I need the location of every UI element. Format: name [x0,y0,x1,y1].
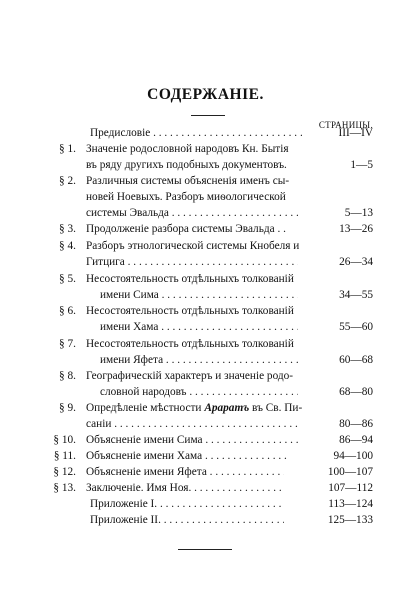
toc-entry-pages: III—IV [338,127,373,139]
toc-entry-pages: 5—13 [344,207,373,219]
toc-entry-label: въ ряду другихъ подобныхъ документовъ. [86,159,287,171]
toc-entry-label: Объясненіе имени Сима . . . [86,432,298,448]
section-number: § 5. [59,273,76,285]
toc-entry-label: Объясненіе имени Хама . . . [86,448,290,464]
section-number: § 7. [59,338,76,350]
toc-entry-label: имени Сима . . . [100,287,298,303]
section-number: § 1. [59,143,76,155]
toc-entry-label: новей Ноевыхъ. Разборъ миѳологической [86,191,286,203]
toc-entry-label: Предисловіе . . . [90,125,302,141]
toc-entry-pages: 1—5 [350,159,373,171]
section-number: § 9. [59,402,76,414]
toc-entry-label: Несостоятельность отдѣльныхъ толкованій [86,338,294,350]
toc-entry-label: Географическій характеръ и значеніе родо- [86,370,294,382]
section-number: § 11. [53,450,76,462]
section-number: § 8. [59,370,76,382]
toc-entry-label: Гитцига . . . [86,254,298,270]
toc-entry-label: имени Хама . . . [100,319,298,335]
toc-entry-pages: 125—133 [327,514,373,526]
toc-entry-label: Несостоятельность отдѣльныхъ толкованій [86,273,294,285]
toc-entry-label: Разборъ этнологической системы Кнобеля и [86,240,300,252]
toc-entry-pages: 94—100 [333,450,373,462]
toc-entry-pages: 86—94 [339,434,373,446]
toc-entry-label: Опредѣленіе мѣстности [86,402,202,414]
toc-entry-emphasis: Араратъ [204,402,250,414]
toc-entry-label: Приложеніе I. . . . [90,496,284,512]
toc-entry-label: въ Св. Пи- [252,402,303,414]
toc-entry-pages: 26—34 [339,256,373,268]
toc-entry-label: Приложеніе II. . . . [90,512,284,528]
toc-entry-pages: 113—124 [328,498,373,510]
section-number: § 6. [59,305,76,317]
toc-entry-pages: 100—107 [327,466,373,478]
toc-entry-pages: 68—80 [339,386,373,398]
toc-entry-pages: 60—68 [339,354,373,366]
toc-entry-label: Продолженіе разбора системы Эвальда . . . [86,221,288,237]
section-number: § 12. [53,466,76,478]
toc-entry-pages: 55—60 [339,321,373,333]
toc-entry-pages: 34—55 [339,289,373,301]
toc-entry-label: Заключеніе. Имя Ноя. . . . [86,480,284,496]
toc-entry-label: Несостоятельность отдѣльныхъ толкованій [86,305,294,317]
section-number: § 10. [53,434,76,446]
toc-entry-label: имени Яфета . . . [100,352,298,368]
section-number: § 3. [59,223,76,235]
toc-entry-label: Значеніе родословной народовъ Кн. Бытія [86,143,289,155]
toc-entry-label: словной народовъ . . . [100,384,298,400]
toc-entry-pages: 80—86 [339,418,373,430]
toc-entry-label: Объясненіе имени Яфета . . . [86,464,284,480]
pages-column-header: СТРАНИЦЫ. [318,120,373,130]
toc-entry-pages: 13—26 [339,223,373,235]
toc-entry-label: саніи . . . [86,416,298,432]
toc-entry-label: системы Эвальда . . . [86,205,298,221]
section-number: § 2. [59,175,76,187]
section-number: § 4. [59,240,76,252]
closing-rule [178,549,232,550]
section-number: § 13. [53,482,76,494]
title-rule [191,115,225,116]
page-title: СОДЕРЖАНІЕ. [147,86,264,103]
toc-entry-label: Различныя системы объясненія именъ сы- [86,175,290,187]
toc-entry-pages: 107—112 [328,482,373,494]
